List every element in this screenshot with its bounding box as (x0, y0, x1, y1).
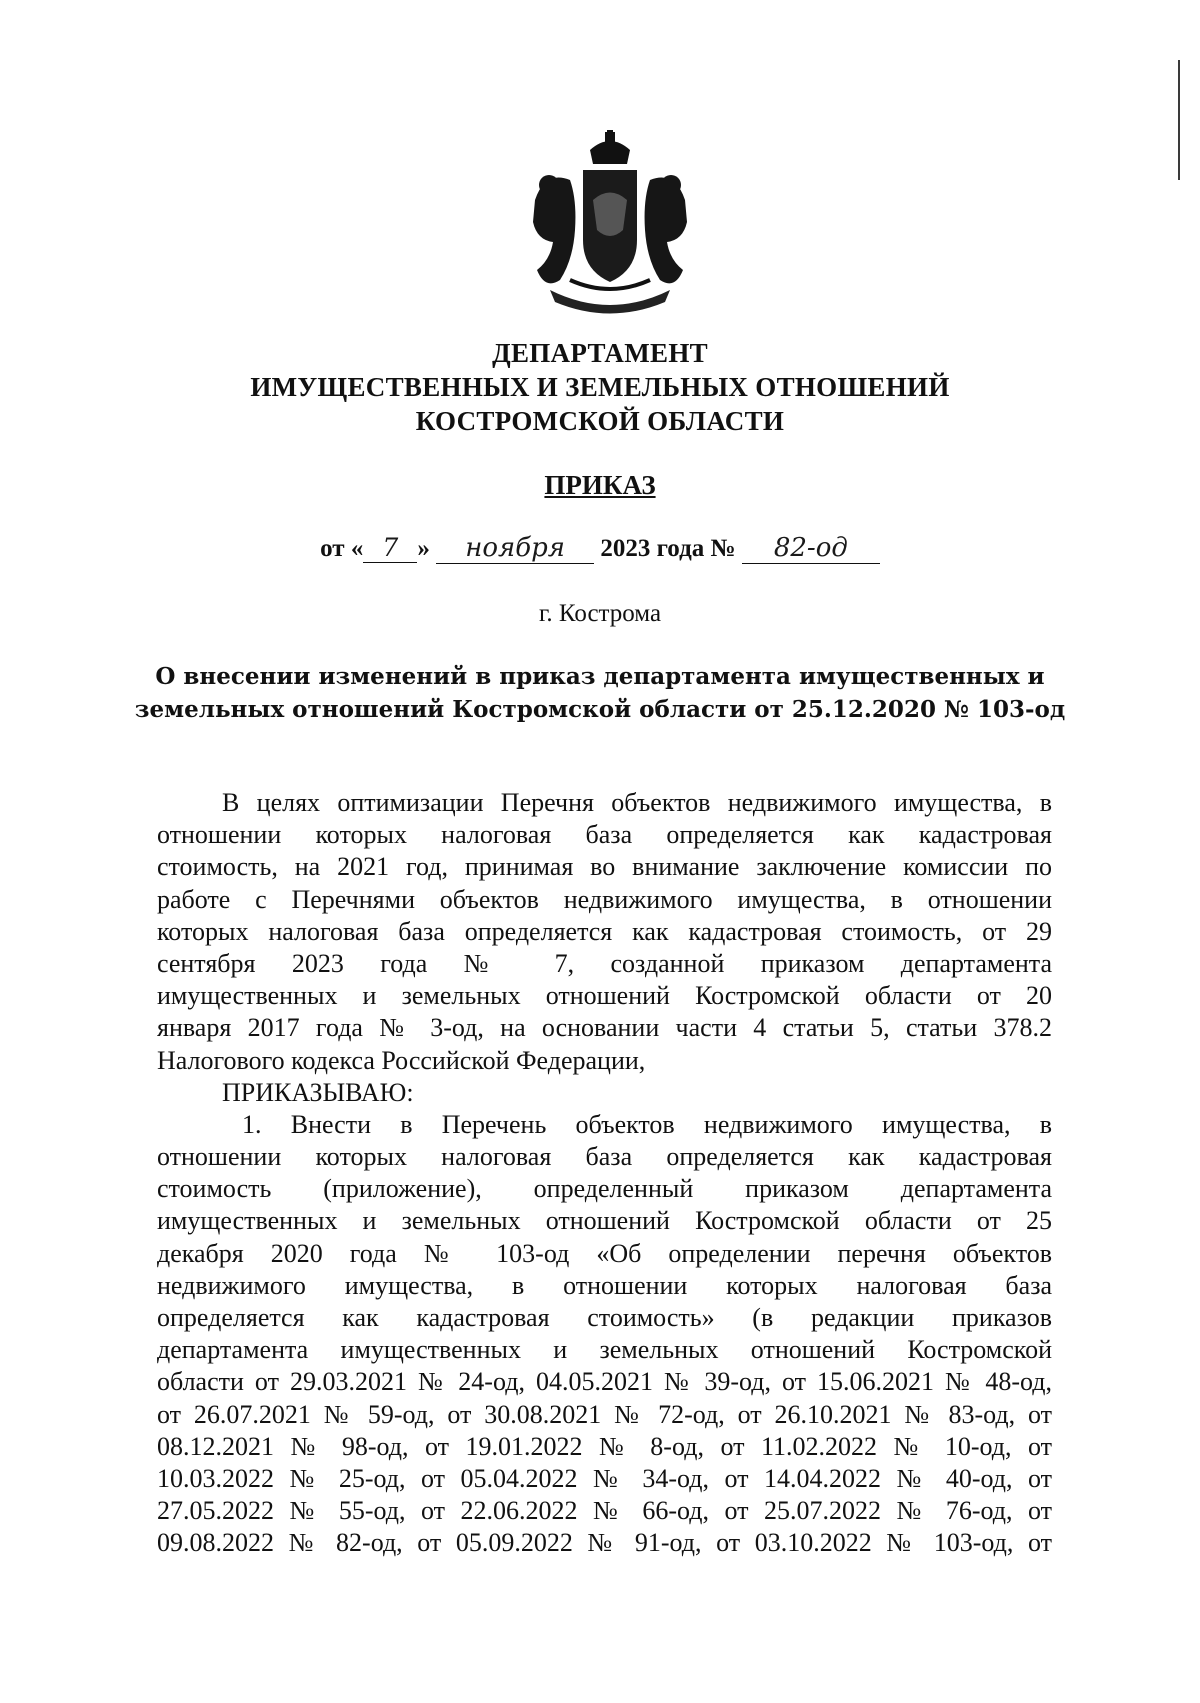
body-line: от 26.07.2021 № 59-од, от 30.08.2021 № 72-од, от 26.10.2021 № 83-од, от (157, 1399, 1052, 1429)
body-line: В целях оптимизации Перечня объектов недвижимого имущества, в (222, 788, 1052, 817)
body-line: отношении которых налоговая база определяется как кадастровая (157, 1142, 1052, 1172)
scan-edge-line (1178, 60, 1180, 180)
order-directive: ПРИКАЗЫВАЮ: (222, 1077, 414, 1107)
handwritten-month: ноября (436, 533, 594, 564)
body-line: стоимость, на 2021 год, принимая во внимание заключение комиссии по (157, 852, 1052, 882)
body-line: января 2017 года № 3-од, на основании части 4 статьи 5, статьи 378.2 (157, 1013, 1052, 1043)
subject-line-2: земельных отношений Костромской области от 25.12.2020 № 103-од (134, 696, 1066, 723)
body-line: отношении которых налоговая база определяется как кадастровая (157, 820, 1052, 850)
date-prefix: от « (320, 535, 364, 562)
body-line: работе с Перечнями объектов недвижимого имущества, в отношении (157, 884, 1052, 914)
body-line: 1. Внести в Перечень объектов недвижимого имущества, в (242, 1109, 1052, 1139)
body-text (157, 787, 1052, 1560)
department-title-line-2: ИМУЩЕСТВЕННЫХ И ЗЕМЕЛЬНЫХ ОТНОШЕНИЙ (250, 372, 950, 402)
body-line: 09.08.2022 № 82-од, от 05.09.2022 № 91-од, от 03.10.2022 № 103-од, от (157, 1528, 1052, 1558)
year-text: 2023 года № (600, 535, 736, 562)
body-line: Налогового кодекса Российской Федерации, (157, 1045, 646, 1075)
body-line: 08.12.2021 № 98-од, от 19.01.2022 № 8-од, от 11.02.2022 № 10-од, от (157, 1431, 1052, 1461)
order-date-number-line (0, 533, 1200, 564)
subject-line-1: О внесении изменений в приказ департамента имущественных и (155, 663, 1045, 690)
body-line: области от 29.03.2021 № 24-од, 04.05.2021 № 39-од, от 15.06.2021 № 48-од, (157, 1367, 1052, 1397)
body-line: 27.05.2022 № 55-од, от 22.06.2022 № 66-од, от 25.07.2022 № 76-од, от (157, 1496, 1052, 1526)
body-line: имущественных и земельных отношений Костромской области от 25 (157, 1206, 1052, 1236)
body-line: сентября 2023 года № 7, созданной приказом департамента (157, 948, 1052, 978)
date-mid: » (417, 535, 430, 562)
city-name: г. Кострома (538, 600, 662, 627)
body-line: которых налоговая база определяется как кадастровая стоимость, от 29 (157, 916, 1052, 946)
handwritten-day: 7 (363, 533, 417, 563)
body-line: имущественных и земельных отношений Костромской области от 20 (157, 981, 1052, 1011)
department-title-line-3: КОСТРОМСКОЙ ОБЛАСТИ (415, 406, 785, 436)
body-line: департамента имущественных и земельных отношений Костромской (157, 1335, 1052, 1365)
body-line: определяется как кадастровая стоимость» (в редакции приказов (157, 1303, 1052, 1332)
body-line: 10.03.2022 № 25-од, от 05.04.2022 № 34-од, от 14.04.2022 № 40-од, от (157, 1463, 1052, 1493)
department-title-line-1: ДЕПАРТАМЕНТ (492, 338, 708, 368)
body-line: недвижимого имущества, в отношении которых налоговая база (157, 1270, 1052, 1300)
body-line: стоимость (приложение), определенный приказом департамента (157, 1174, 1052, 1204)
coat-of-arms-emblem (515, 130, 705, 320)
document-type-heading: ПРИКАЗ (544, 470, 656, 500)
handwritten-order-number: 82-од (742, 533, 880, 564)
body-line: декабря 2020 года № 103-од «Об определении перечня объектов (157, 1238, 1052, 1268)
